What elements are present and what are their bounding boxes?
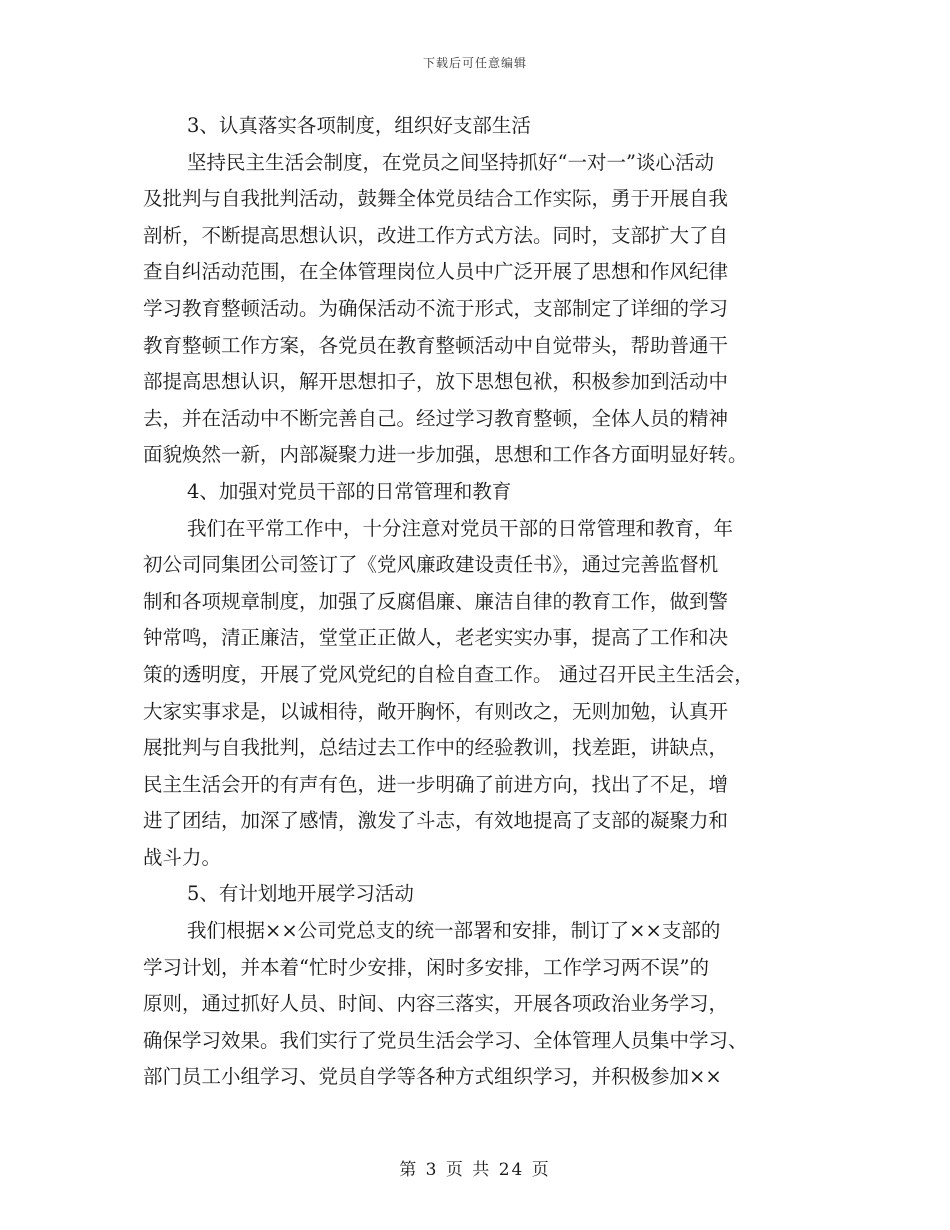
text-line: 部门员工小组学习、党员自学等各种方式组织学习，并积极参加×× xyxy=(143,1065,722,1089)
text-line: 学习计划，并本着“忙时少安排，闲时多安排，工作学习两不误”的 xyxy=(143,955,709,979)
text-line: 5、有计划地开展学习活动 xyxy=(187,882,414,906)
text-line: 进了团结，加深了感情，激发了斗志，有效地提高了支部的凝聚力和 xyxy=(143,809,729,833)
text-line: 展批判与自我批判，总结过去工作中的经验教训，找差距，讲缺点， xyxy=(143,736,729,760)
text-line: 策的透明度，开展了党风党纪的自检自查工作。 通过召开民主生活会， xyxy=(143,662,754,686)
text-line: 民主生活会开的有声有色，进一步明确了前进方向，找出了不足，增 xyxy=(143,772,729,796)
text-line: 查自纠活动范围，在全体管理岗位人员中广泛开展了思想和作风纪律 xyxy=(143,260,729,284)
text-line: 及批判与自我批判活动，鼓舞全体党员结合工作实际，勇于开展自我 xyxy=(143,187,729,211)
text-line: 战斗力。 xyxy=(143,845,222,869)
text-line: 去，并在活动中不断完善自己。经过学习教育整顿，全体人员的精神 xyxy=(143,406,729,430)
text-line: 钟常鸣，清正廉洁，堂堂正正做人，老老实实办事，提高了工作和决 xyxy=(143,626,729,650)
document-body xyxy=(143,108,811,1096)
text-line: 学习教育整顿活动。为确保活动不流于形式，支部制定了详细的学习 xyxy=(143,296,729,320)
text-line: 确保学习效果。我们实行了党员生活会学习、全体管理人员集中学习、 xyxy=(143,1028,748,1052)
text-line: 我们根据××公司党总支的统一部署和安排，制订了××支部的 xyxy=(187,919,721,943)
text-line: 教育整顿工作方案，各党员在教育整顿活动中自觉带头，帮助普通干 xyxy=(143,333,729,357)
text-line: 大家实事求是，以诚相待，敞开胸怀，有则改之，无则加勉，认真开 xyxy=(143,699,729,723)
text-line: 4、加强对党员干部的日常管理和教育 xyxy=(187,479,512,503)
text-line: 部提高思想认识，解开思想扣子，放下思想包袱，积极参加到活动中 xyxy=(143,370,729,394)
text-line: 面貌焕然一新，内部凝聚力进一步加强，思想和工作各方面明显好转。 xyxy=(143,443,748,467)
text-line: 我们在平常工作中，十分注意对党员干部的日常管理和教育，年 xyxy=(187,516,734,540)
text-line: 3、认真落实各项制度，组织好支部生活 xyxy=(187,114,531,137)
text-line: 坚持民主生活会制度，在党员之间坚持抓好“一对一”谈心活动 xyxy=(187,150,714,174)
page-number: 第 3 页 共 24 页 xyxy=(399,1160,551,1180)
text-line: 制和各项规章制度，加强了反腐倡廉、廉洁自律的教育工作，做到警 xyxy=(143,589,729,613)
text-line: 初公司同集团公司签订了《党风廉政建设责任书》，通过完善监督机 xyxy=(143,553,719,577)
text-line: 剖析，不断提高思想认识，改进工作方式方法。同时，支部扩大了自 xyxy=(143,223,729,247)
text-line: 原则，通过抓好人员、时间、内容三落实，开展各项政治业务学习， xyxy=(143,992,729,1016)
page-header: 下载后可任意编辑 xyxy=(422,56,527,70)
